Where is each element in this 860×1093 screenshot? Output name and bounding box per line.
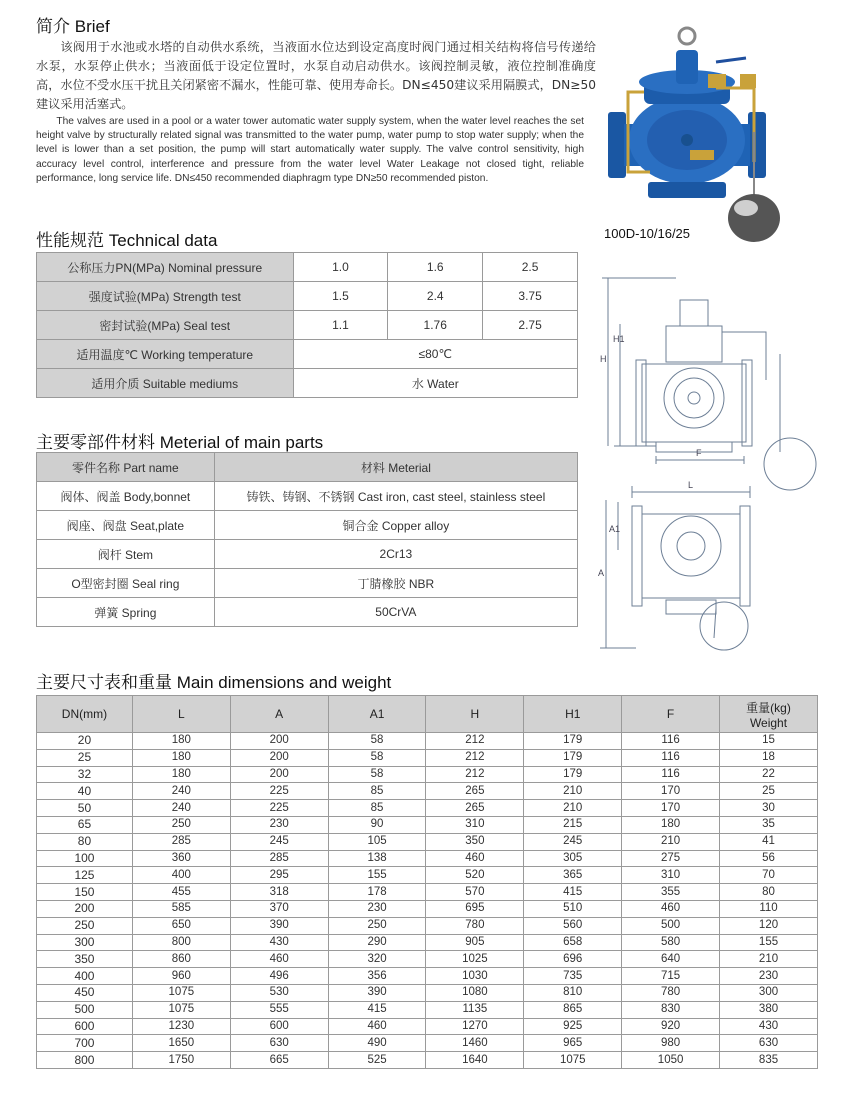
table-cell: 22 — [720, 766, 818, 783]
table-cell: 415 — [328, 1001, 426, 1018]
brief-en-text: The valves are used in a pool or a water tower automatic water supply system, when the water level reaches the set height valve by structurally related signal was transmitted to the water pump, water pump to stop water supply; when the level is lower than a set position, the pump will start automatically water supply. The valve control sensitivity, high accuracy level control, interference and pressure from the water level Water Leakage not closed tight, reliable performance, long service life. DN≤450 recommended diaphragm type DN≥50 recommended piston. — [36, 116, 584, 184]
table-cell: 25 — [720, 783, 818, 800]
table-cell: 285 — [230, 850, 328, 867]
table-cell: 100 — [37, 850, 133, 867]
table-cell: 2.4 — [388, 282, 483, 311]
table-cell: 40 — [37, 783, 133, 800]
table-header-cell: A — [230, 696, 328, 733]
table-cell: 520 — [426, 867, 524, 884]
table-cell: 585 — [132, 900, 230, 917]
table-cell: 阀杆 Stem — [37, 540, 215, 569]
table-cell: 365 — [524, 867, 622, 884]
table-header-row — [37, 696, 818, 733]
table-cell: 170 — [622, 800, 720, 817]
table-cell: 1270 — [426, 1018, 524, 1035]
table-cell: 1050 — [622, 1052, 720, 1069]
table-cell: 250 — [132, 816, 230, 833]
table-row — [37, 253, 578, 282]
table-cell: 240 — [132, 800, 230, 817]
front-view-labels — [600, 334, 702, 458]
table-header-cell: H1 — [524, 696, 622, 733]
table-cell: 570 — [426, 884, 524, 901]
table-header-row — [37, 453, 578, 482]
table-header-cell: H — [426, 696, 524, 733]
table-cell: 500 — [37, 1001, 133, 1018]
table-row — [37, 598, 578, 627]
table-cell: 245 — [230, 833, 328, 850]
table-cell: 380 — [720, 1001, 818, 1018]
table-cell: 430 — [720, 1018, 818, 1035]
table-cell: 公称压力PN(MPa) Nominal pressure — [37, 253, 294, 282]
table-header-cell: A1 — [328, 696, 426, 733]
table-cell: 215 — [524, 816, 622, 833]
table-cell: 370 — [230, 900, 328, 917]
technical-heading-cn: 性能规范 — [36, 231, 104, 251]
table-cell: 2.75 — [483, 311, 578, 340]
table-cell: 400 — [132, 867, 230, 884]
table-cell: 310 — [622, 867, 720, 884]
dimension-label-f: F — [696, 448, 702, 458]
table-cell: 350 — [37, 951, 133, 968]
table-cell: 360 — [132, 850, 230, 867]
table-cell: 225 — [230, 800, 328, 817]
table-cell: 265 — [426, 783, 524, 800]
dimension-label-a: A — [598, 568, 605, 578]
table-cell: 155 — [720, 934, 818, 951]
weight-header-en: Weight — [749, 715, 788, 730]
table-cell: 200 — [230, 749, 328, 766]
technical-heading — [36, 226, 217, 251]
table-header-cell: F — [622, 696, 720, 733]
table-cell: 450 — [37, 984, 133, 1001]
table-cell: 50CrVA — [214, 598, 577, 627]
table-cell: 560 — [524, 917, 622, 934]
table-cell: 弹簧 Spring — [37, 598, 215, 627]
table-cell: 210 — [720, 951, 818, 968]
table-row — [37, 867, 818, 884]
table-header-cell: 零件名称 Part name — [37, 453, 215, 482]
technical-drawings — [596, 270, 832, 670]
dimensions-heading-cn: 主要尺寸表和重量 — [36, 673, 172, 693]
table-cell: 212 — [426, 733, 524, 750]
table-cell: 925 — [524, 1018, 622, 1035]
table-cell: 41 — [720, 833, 818, 850]
table-row — [37, 540, 578, 569]
table-cell: 390 — [328, 984, 426, 1001]
table-cell: 1030 — [426, 968, 524, 985]
table-cell: 1460 — [426, 1035, 524, 1052]
table-cell: 丁腈橡胶 NBR — [214, 569, 577, 598]
table-cell: 230 — [328, 900, 426, 917]
table-cell: 800 — [132, 934, 230, 951]
table-cell: 170 — [622, 783, 720, 800]
table-cell: 阀座、阀盘 Seat,plate — [37, 511, 215, 540]
table-cell: 265 — [426, 800, 524, 817]
brief-cn-text: 该阀用于水池或水塔的自动供水系统，当液面水位达到设定高度时阀门通过相关结构将信号传递给水泵，水泵停止供水；当液面低于设定位置时，水泵自动启动供水。该阀控制灵敏，液位控制准确度高，水位不受水压干扰且关闭紧密不漏水，性能可靠、使用寿命长。DN≤450建议采用隔膜式，DN≥50建议采用活塞式。 — [36, 40, 596, 111]
table-header-cell: 材料 Meterial — [214, 453, 577, 482]
table-cell: 212 — [426, 766, 524, 783]
table-cell: 180 — [622, 816, 720, 833]
table-cell: 430 — [230, 934, 328, 951]
table-cell: 496 — [230, 968, 328, 985]
table-row — [37, 340, 578, 369]
table-cell: 600 — [230, 1018, 328, 1035]
table-cell: O型密封圈 Seal ring — [37, 569, 215, 598]
table-cell: 1025 — [426, 951, 524, 968]
table-cell: 650 — [132, 917, 230, 934]
table-cell: 70 — [720, 867, 818, 884]
table-cell: 30 — [720, 800, 818, 817]
model-number: 100D-10/16/25 — [604, 226, 691, 241]
table-cell: 1640 — [426, 1052, 524, 1069]
table-cell: 415 — [524, 884, 622, 901]
top-view-drawing — [600, 486, 750, 650]
top-view-labels — [598, 480, 693, 578]
table-cell: 1.1 — [293, 311, 388, 340]
table-cell: 1.0 — [293, 253, 388, 282]
table-cell: 285 — [132, 833, 230, 850]
table-header-cell: L — [132, 696, 230, 733]
table-cell: 355 — [622, 884, 720, 901]
table-cell: 780 — [426, 917, 524, 934]
table-cell: 230 — [230, 816, 328, 833]
table-cell: 180 — [132, 749, 230, 766]
table-cell: 58 — [328, 733, 426, 750]
table-cell: 920 — [622, 1018, 720, 1035]
dimensions-table — [36, 695, 818, 1069]
table-row — [37, 934, 818, 951]
materials-heading-cn: 主要零部件材料 — [36, 433, 155, 453]
table-cell: 116 — [622, 766, 720, 783]
table-cell: 630 — [720, 1035, 818, 1052]
table-cell: 490 — [328, 1035, 426, 1052]
weight-header-cn: 重量(kg) — [746, 700, 791, 715]
table-cell: 240 — [132, 783, 230, 800]
table-row — [37, 968, 818, 985]
table-cell: 116 — [622, 749, 720, 766]
table-cell: 85 — [328, 783, 426, 800]
table-cell: 356 — [328, 968, 426, 985]
table-cell: 500 — [622, 917, 720, 934]
table-row — [37, 569, 578, 598]
table-cell: 强度试验(MPa) Strength test — [37, 282, 294, 311]
table-cell: 715 — [622, 968, 720, 985]
table-cell: 50 — [37, 800, 133, 817]
table-cell: 35 — [720, 816, 818, 833]
table-cell: 400 — [37, 968, 133, 985]
table-cell: 适用温度℃ Working temperature — [37, 340, 294, 369]
dimensions-heading-en: Main dimensions and weight — [176, 673, 392, 692]
table-cell: 90 — [328, 816, 426, 833]
table-cell: 179 — [524, 766, 622, 783]
table-cell: 1750 — [132, 1052, 230, 1069]
table-cell: 179 — [524, 749, 622, 766]
table-cell: 225 — [230, 783, 328, 800]
table-cell: 3.75 — [483, 282, 578, 311]
table-cell: 640 — [622, 951, 720, 968]
table-cell: 212 — [426, 749, 524, 766]
table-cell: 735 — [524, 968, 622, 985]
brief-heading — [36, 12, 110, 37]
table-row — [37, 766, 818, 783]
table-cell: 80 — [37, 833, 133, 850]
table-cell: 300 — [720, 984, 818, 1001]
table-cell: 1075 — [132, 984, 230, 1001]
table-header-cell-weight — [720, 696, 818, 733]
brief-heading-cn: 简介 — [36, 17, 70, 37]
table-row — [37, 482, 578, 511]
table-cell: 2Cr13 — [214, 540, 577, 569]
table-cell: 460 — [328, 1018, 426, 1035]
table-cell: 700 — [37, 1035, 133, 1052]
table-cell: 116 — [622, 733, 720, 750]
table-row — [37, 783, 818, 800]
table-cell: 320 — [328, 951, 426, 968]
table-cell: 295 — [230, 867, 328, 884]
table-cell: 460 — [622, 900, 720, 917]
table-cell: 318 — [230, 884, 328, 901]
table-cell: 178 — [328, 884, 426, 901]
table-cell: 510 — [524, 900, 622, 917]
table-cell: 180 — [132, 733, 230, 750]
table-cell: 1230 — [132, 1018, 230, 1035]
table-cell: 290 — [328, 934, 426, 951]
table-cell: 810 — [524, 984, 622, 1001]
table-cell: 80 — [720, 884, 818, 901]
table-row — [37, 951, 818, 968]
table-cell: 15 — [720, 733, 818, 750]
table-cell: 1.6 — [388, 253, 483, 282]
table-row — [37, 1001, 818, 1018]
table-cell: 555 — [230, 1001, 328, 1018]
table-cell: 1075 — [524, 1052, 622, 1069]
table-row — [37, 833, 818, 850]
table-row — [37, 311, 578, 340]
table-cell: 58 — [328, 766, 426, 783]
table-cell: 105 — [328, 833, 426, 850]
table-row — [37, 884, 818, 901]
table-cell: 350 — [426, 833, 524, 850]
table-cell: 179 — [524, 733, 622, 750]
brief-heading-en: Brief — [74, 17, 110, 36]
table-cell: 658 — [524, 934, 622, 951]
table-cell: 1075 — [132, 1001, 230, 1018]
table-cell: 530 — [230, 984, 328, 1001]
table-row — [37, 816, 818, 833]
table-cell: 200 — [230, 766, 328, 783]
table-cell: 390 — [230, 917, 328, 934]
table-cell: 180 — [132, 766, 230, 783]
table-cell: 830 — [622, 1001, 720, 1018]
table-cell: 835 — [720, 1052, 818, 1069]
table-cell: 85 — [328, 800, 426, 817]
table-cell: 56 — [720, 850, 818, 867]
table-cell: 110 — [720, 900, 818, 917]
table-cell: 1.76 — [388, 311, 483, 340]
table-row — [37, 369, 578, 398]
table-cell: 305 — [524, 850, 622, 867]
table-cell: 980 — [622, 1035, 720, 1052]
table-cell: 适用介质 Suitable mediums — [37, 369, 294, 398]
table-row — [37, 511, 578, 540]
table-cell: 865 — [524, 1001, 622, 1018]
table-row — [37, 850, 818, 867]
dimensions-heading — [36, 668, 391, 693]
table-row — [37, 733, 818, 750]
table-cell: 230 — [720, 968, 818, 985]
table-cell: 600 — [37, 1018, 133, 1035]
table-row — [37, 900, 818, 917]
technical-heading-en: Technical data — [108, 231, 218, 250]
materials-heading — [36, 428, 323, 453]
table-cell: 1.5 — [293, 282, 388, 311]
table-header-cell: DN(mm) — [37, 696, 133, 733]
table-cell: 1135 — [426, 1001, 524, 1018]
table-cell: 630 — [230, 1035, 328, 1052]
table-cell: 580 — [622, 934, 720, 951]
table-cell: 200 — [37, 900, 133, 917]
table-cell: 密封试验(MPa) Seal test — [37, 311, 294, 340]
table-cell: 1650 — [132, 1035, 230, 1052]
table-cell: 1080 — [426, 984, 524, 1001]
front-view-drawing — [602, 278, 816, 490]
table-cell: 32 — [37, 766, 133, 783]
table-cell: ≤80℃ — [293, 340, 577, 369]
table-cell: 25 — [37, 749, 133, 766]
table-cell: 300 — [37, 934, 133, 951]
table-cell: 696 — [524, 951, 622, 968]
table-row — [37, 1035, 818, 1052]
dimension-label-l: L — [688, 480, 694, 490]
table-cell: 250 — [328, 917, 426, 934]
table-cell: 125 — [37, 867, 133, 884]
table-cell: 310 — [426, 816, 524, 833]
table-cell: 250 — [37, 917, 133, 934]
dimension-label-h1: H1 — [613, 334, 625, 344]
table-cell: 阀体、阀盖 Body,bonnet — [37, 482, 215, 511]
table-row — [37, 1052, 818, 1069]
table-cell: 860 — [132, 951, 230, 968]
technical-table — [36, 252, 578, 398]
table-cell: 960 — [132, 968, 230, 985]
table-cell: 210 — [622, 833, 720, 850]
table-cell: 780 — [622, 984, 720, 1001]
dimension-label-h: H — [600, 354, 607, 364]
table-cell: 20 — [37, 733, 133, 750]
table-cell: 200 — [230, 733, 328, 750]
table-row — [37, 800, 818, 817]
table-cell: 138 — [328, 850, 426, 867]
table-cell: 150 — [37, 884, 133, 901]
materials-table — [36, 452, 578, 627]
table-cell: 2.5 — [483, 253, 578, 282]
table-cell: 460 — [426, 850, 524, 867]
table-cell: 665 — [230, 1052, 328, 1069]
table-cell: 210 — [524, 783, 622, 800]
table-cell: 水 Water — [293, 369, 577, 398]
table-cell: 120 — [720, 917, 818, 934]
table-cell: 695 — [426, 900, 524, 917]
table-cell: 460 — [230, 951, 328, 968]
table-row — [37, 984, 818, 1001]
table-cell: 铸铁、铸钢、不锈钢 Cast iron, cast steel, stainless steel — [214, 482, 577, 511]
table-cell: 800 — [37, 1052, 133, 1069]
table-cell: 58 — [328, 749, 426, 766]
table-cell: 65 — [37, 816, 133, 833]
table-row — [37, 1018, 818, 1035]
table-cell: 245 — [524, 833, 622, 850]
materials-heading-en: Meterial of main parts — [159, 433, 324, 452]
table-cell: 210 — [524, 800, 622, 817]
dimensions-table-body — [37, 733, 818, 1069]
table-cell: 18 — [720, 749, 818, 766]
table-row — [37, 917, 818, 934]
table-cell: 275 — [622, 850, 720, 867]
table-cell: 525 — [328, 1052, 426, 1069]
table-cell: 铜合金 Copper alloy — [214, 511, 577, 540]
table-cell: 455 — [132, 884, 230, 901]
table-cell: 905 — [426, 934, 524, 951]
table-row — [37, 282, 578, 311]
table-cell: 965 — [524, 1035, 622, 1052]
table-row — [37, 749, 818, 766]
dimension-label-a1: A1 — [609, 524, 621, 534]
table-cell: 155 — [328, 867, 426, 884]
